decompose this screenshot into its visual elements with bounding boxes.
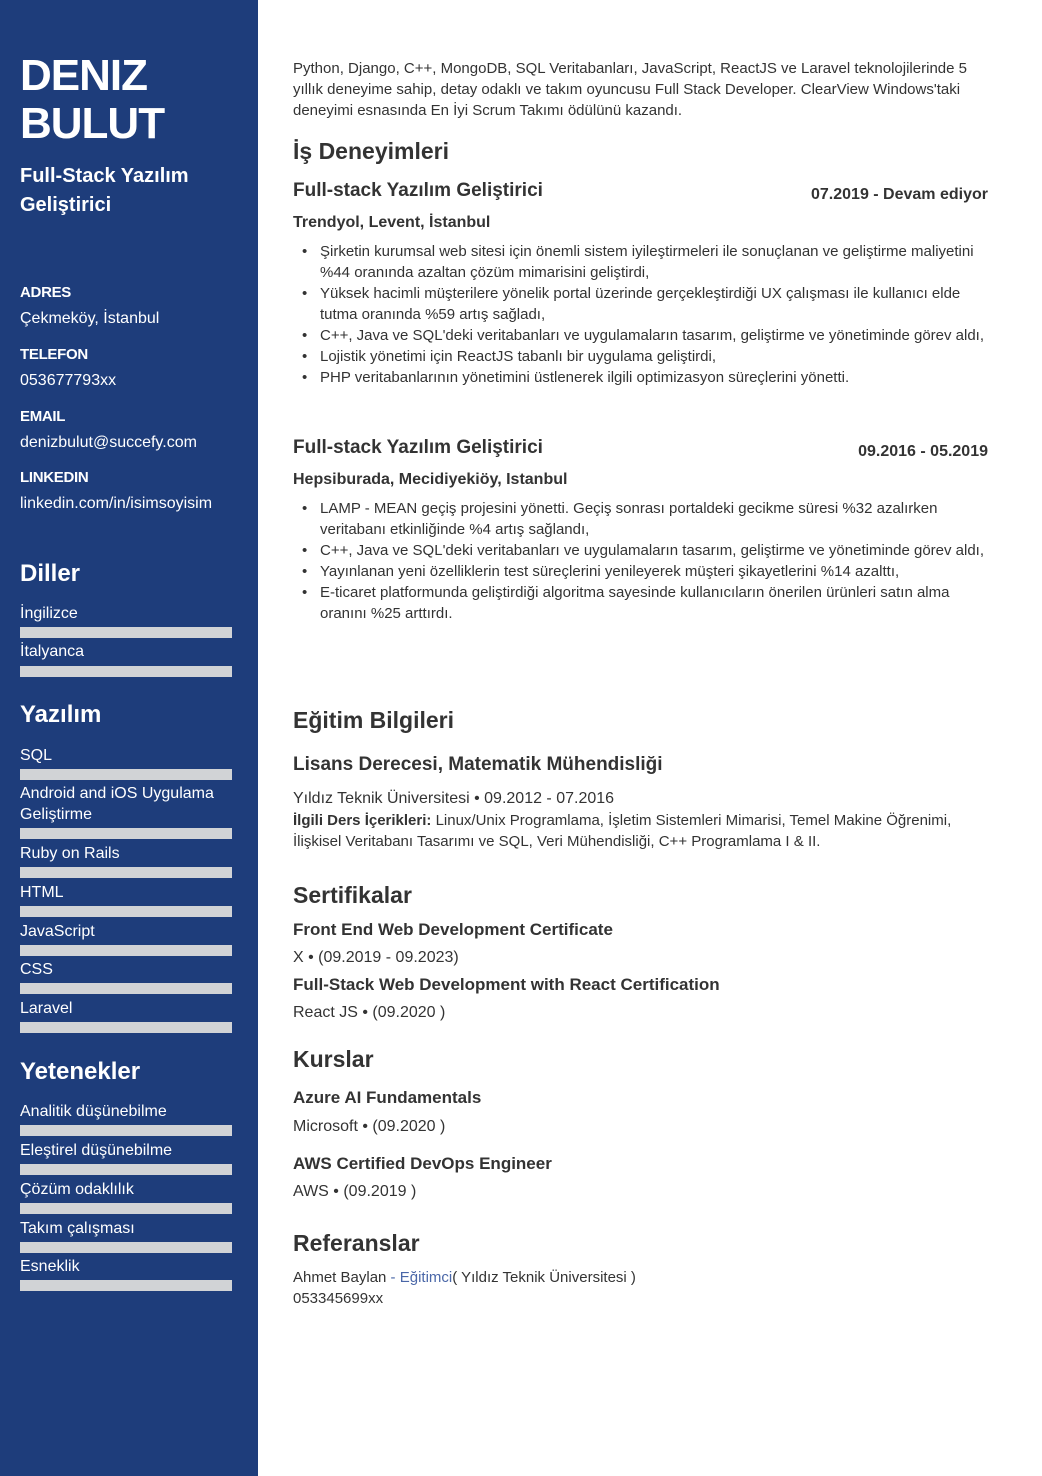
course-title: Azure AI Fundamentals (293, 1088, 482, 1107)
language-level-bar (20, 627, 232, 638)
education-school: Yıldız Teknik Üniversitesi • 09.2012 - 07.2016 (293, 790, 615, 807)
contact-label-address: ADRES (20, 284, 72, 301)
certificate-title: Full-Stack Web Development with React Certification (293, 975, 720, 994)
job-company: Hepsiburada, Mecidiyekiöy, Istanbul (293, 471, 568, 488)
job-date: 09.2016 - 05.2019 (858, 443, 988, 460)
contact-label-phone: TELEFON (20, 346, 88, 363)
experience-heading: İş Deneyimleri (293, 138, 449, 164)
certificate-detail: X • (09.2019 - 09.2023) (293, 949, 459, 966)
summary-text: Python, Django, C++, MongoDB, SQL Veritabanları, JavaScript, ReactJS ve Laravel teknolojilerinde 5 yıllık deneyime sahip, detay odaklı ve takım oyuncusu Full Stack Developer. ClearView Windows'taki deneyimi esnasında En İyi Scrum Takımı ödülünü kazandı. (293, 60, 967, 119)
skill-label: Analitik düşünebilme (20, 1103, 167, 1120)
contact-value-address: Çekmeköy, İstanbul (20, 310, 160, 327)
skill-label: Çözüm odaklılık (20, 1181, 134, 1198)
certificate-detail: React JS • (09.2020 ) (293, 1004, 446, 1021)
contact-value-email[interactable]: denizbulut@succefy.com (20, 434, 197, 451)
software-level-bar (20, 983, 232, 994)
software-heading: Yazılım (20, 701, 102, 728)
software-label: CSS (20, 961, 53, 978)
software-label: JavaScript (20, 923, 95, 940)
software-label: Ruby on Rails (20, 845, 120, 862)
software-level-bar (20, 906, 232, 917)
software-level-bar (20, 769, 232, 780)
contact-value-linkedin[interactable]: linkedin.com/in/isimsoyisim (20, 495, 213, 512)
language-label: İngilizce (20, 605, 78, 622)
first-name: DENIZ (20, 51, 147, 100)
course-detail: Microsoft • (09.2020 ) (293, 1118, 446, 1135)
list-item: • LAMP - MEAN geçiş projesini yönetti. Geçiş sonrası portaldeki gecikme süresi %32 azalırken veritabanı etkinliğinde %4 artış sağlandı, (320, 498, 992, 540)
job-bullets (320, 241, 992, 388)
list-item: • PHP veritabanlarının yönetimini üstlenerek ilgili optimizasyon süreçlerini yönetti. (320, 367, 992, 388)
software-label: SQL (20, 747, 53, 764)
languages-heading: Diller (20, 560, 81, 587)
list-item: • Yüksek hacimli müşterilere yönelik portal üzerinde gerçekleştirdiği UX çalışması ile kullanıcı elde tutma oranında %59 artış sağladı, (320, 283, 992, 325)
list-item: • Lojistik yönetimi için ReactJS tabanlı bir uygulama geliştirdi, (320, 346, 992, 367)
contact-value-phone: 053677793xx (20, 372, 117, 389)
software-label: HTML (20, 884, 64, 901)
skill-label: Eleştirel düşünebilme (20, 1142, 173, 1159)
list-item: • C++, Java ve SQL'deki veritabanları ve uygulamaların tasarım, geliştirme ve yönetiminde görev aldı, (320, 325, 992, 346)
certificate-title: Front End Web Development Certificate (293, 920, 613, 939)
skill-level-bar (20, 1203, 232, 1214)
job-title: Full-stack Yazılım Geliştirici (293, 180, 543, 201)
job-title: Full-stack Yazılım Geliştirici (293, 437, 543, 458)
candidate-role: Full-Stack Yazılım Geliştirici (20, 165, 189, 216)
language-label: İtalyanca (20, 643, 85, 660)
skill-label: Esneklik (20, 1258, 80, 1275)
courses-list: Linux/Unix Programlama, İşletim Sistemleri Mimarisi, Temel Makine Öğrenimi, İlişkisel Veritabanı Tasarımı ve SQL, Veri Mühendisliği, C++ Programlama I & II. (293, 812, 952, 850)
candidate-name (20, 52, 250, 148)
reference-line (293, 1267, 993, 1288)
courses-label: İlgili Ders İçerikleri: (293, 812, 432, 829)
course-detail: AWS • (09.2019 ) (293, 1183, 417, 1200)
job-date: 07.2019 - Devam ediyor (811, 186, 988, 203)
education-courses (293, 810, 993, 852)
references-heading: Referanslar (293, 1230, 420, 1256)
education-heading: Eğitim Bilgileri (293, 707, 455, 733)
reference-role: - Eğitimci (386, 1269, 453, 1286)
software-label: Android and iOS Uygulama Geliştirme (20, 785, 214, 823)
skill-label: Takım çalışması (20, 1220, 135, 1237)
contact-label-linkedin: LINKEDIN (20, 469, 89, 486)
skill-level-bar (20, 1242, 232, 1253)
skill-level-bar (20, 1164, 232, 1175)
contact-label-email: EMAIL (20, 408, 66, 425)
courses-heading: Kurslar (293, 1046, 374, 1072)
education-degree: Lisans Derecesi, Matematik Mühendisliği (293, 754, 663, 775)
sidebar (0, 0, 258, 1476)
skill-level-bar (20, 1280, 232, 1291)
language-level-bar (20, 666, 232, 677)
certificates-heading: Sertifikalar (293, 882, 412, 908)
software-level-bar (20, 828, 232, 839)
reference-org: ( Yıldız Teknik Üniversitesi ) (452, 1269, 636, 1286)
software-level-bar (20, 867, 232, 878)
software-level-bar (20, 1022, 232, 1033)
software-label: Laravel (20, 1000, 73, 1017)
job-company: Trendyol, Levent, İstanbul (293, 214, 491, 231)
software-level-bar (20, 945, 232, 956)
reference-phone: 053345699xx (293, 1290, 384, 1307)
skills-heading: Yetenekler (20, 1058, 141, 1085)
course-title: AWS Certified DevOps Engineer (293, 1154, 552, 1173)
list-item: • Yayınlanan yeni özelliklerin test süreçlerini yenileyerek müşteri şikayetlerini %14 azalttı, (320, 561, 992, 582)
list-item: • C++, Java ve SQL'deki veritabanları ve uygulamaların tasarım, geliştirme ve yönetiminde görev aldı, (320, 540, 992, 561)
skill-level-bar (20, 1125, 232, 1136)
last-name: BULUT (20, 99, 165, 148)
reference-name: Ahmet Baylan (293, 1269, 387, 1286)
list-item: • Şirketin kurumsal web sitesi için önemli sistem iyileştirmeleri ile sonuçlanan ve geliştirme maliyetini %44 oranında azaltan çözüm mimarisini geliştirdi, (320, 241, 992, 283)
job-bullets (320, 498, 992, 624)
list-item: • E-ticaret platformunda geliştirdiği algoritma sayesinde kullanıcıların önerilen ürünleri satın alma oranını %25 arttırdı. (320, 582, 992, 624)
